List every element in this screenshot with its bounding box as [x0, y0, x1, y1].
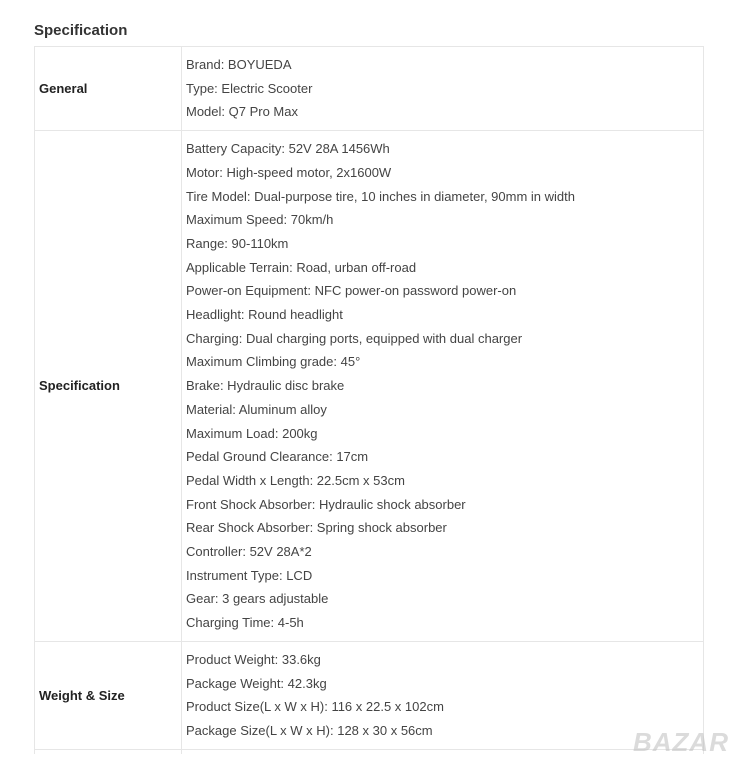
spec-item: Range: 90-110km — [186, 235, 289, 251]
empty-cell — [35, 749, 182, 754]
spec-item: Material: Aluminum alloy — [186, 401, 327, 417]
spec-table-body — [35, 47, 704, 754]
page-title: Specification — [34, 22, 128, 39]
spec-item: Applicable Terrain: Road, urban off-road — [186, 259, 417, 275]
table-row — [35, 641, 704, 749]
group-items — [182, 131, 704, 642]
spec-item: Product Weight: 33.6kg — [186, 651, 321, 667]
spec-item: Package Weight: 42.3kg — [186, 675, 327, 691]
empty-cell — [182, 749, 704, 754]
group-items — [182, 641, 704, 749]
spec-item: Power-on Equipment: NFC power-on password power-on — [186, 283, 517, 299]
spec-item: Battery Capacity: 52V 28A 1456Wh — [186, 141, 390, 157]
watermark-logo: BAZAR — [633, 727, 729, 757]
group-title: General — [35, 47, 182, 131]
group-title: Weight & Size — [35, 641, 182, 749]
spec-table — [34, 46, 704, 754]
spec-item: Charging Time: 4-5h — [186, 615, 304, 631]
spec-item: Pedal Width x Length: 22.5cm x 53cm — [186, 472, 405, 488]
spec-item: Maximum Load: 200kg — [186, 425, 318, 441]
table-row — [35, 749, 704, 754]
spec-item: Pedal Ground Clearance: 17cm — [186, 449, 369, 465]
spec-item: Rear Shock Absorber: Spring shock absorber — [186, 520, 447, 536]
spec-item: Motor: High-speed motor, 2x1600W — [186, 164, 392, 180]
spec-item: Maximum Climbing grade: 45° — [186, 354, 361, 370]
spec-item: Charging: Dual charging ports, equipped with dual charger — [186, 330, 523, 346]
group-title: Specification — [35, 131, 182, 642]
spec-item: Brand: BOYUEDA — [186, 57, 292, 72]
spec-item: Gear: 3 gears adjustable — [186, 591, 329, 607]
spec-item: Tire Model: Dual-purpose tire, 10 inches in diameter, 90mm in width — [186, 188, 575, 204]
spec-item: Model: Q7 Pro Max — [186, 104, 298, 120]
spec-item: Product Size(L x W x H): 116 x 22.5 x 102cm — [186, 699, 444, 715]
spec-item: Instrument Type: LCD — [186, 567, 313, 583]
spec-item: Brake: Hydraulic disc brake — [186, 378, 345, 394]
spec-item: Maximum Speed: 70km/h — [186, 212, 334, 228]
group-items — [182, 47, 704, 131]
spec-item: Front Shock Absorber: Hydraulic shock absorber — [186, 496, 466, 512]
spec-item: Headlight: Round headlight — [186, 307, 343, 323]
spec-item: Type: Electric Scooter — [186, 80, 313, 96]
table-row — [35, 131, 704, 642]
spec-item: Package Size(L x W x H): 128 x 30 x 56cm — [186, 722, 433, 738]
table-row — [35, 47, 704, 131]
spec-item: Controller: 52V 28A*2 — [186, 544, 312, 560]
